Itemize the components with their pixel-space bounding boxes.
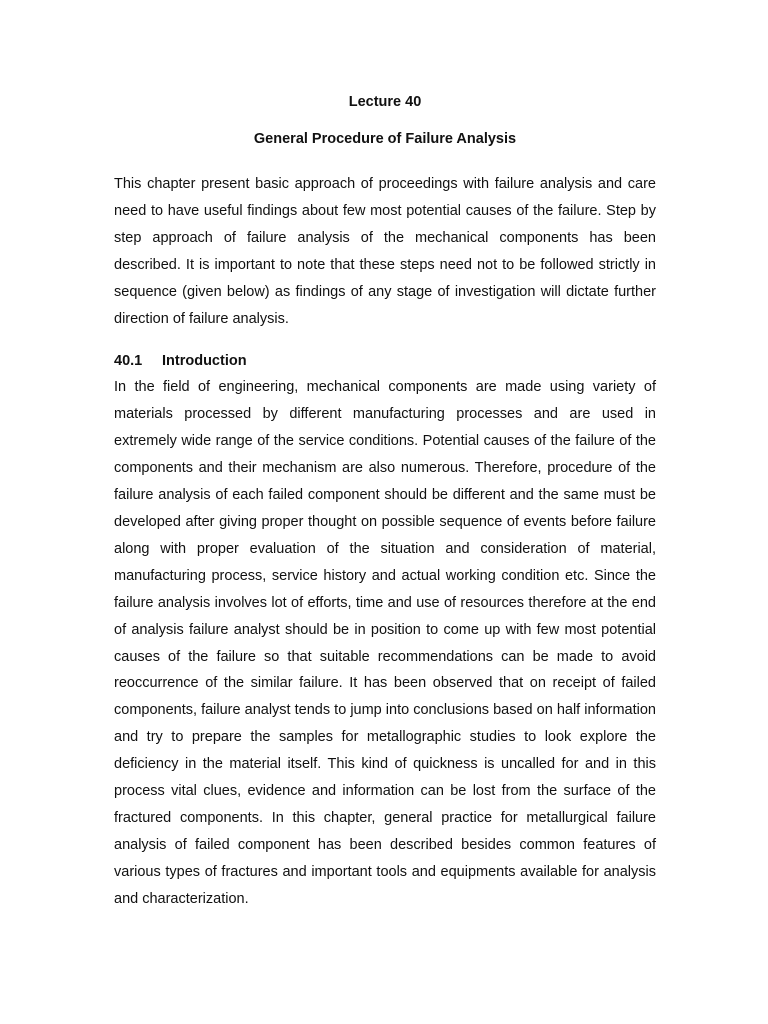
section-number: 40.1: [114, 353, 143, 370]
chapter-title: General Procedure of Failure Analysis: [253, 131, 517, 147]
intro-paragraph: This chapter present basic approach of proceedings with failure analysis and care need to have useful findings about few most potential causes of the failure. Step by step approach of failure analysis of the mechanical components has been described. It is important to note that these steps need not to be followed strictly in sequence (given below) as findings of any stage of investigation will dictate further direction of failure analysis.: [114, 176, 656, 327]
section-paragraph: In the field of engineering, mechanical components are made using variety of materials processed by different manufacturing processes and are used in extremely wide range of the service conditions. Potential causes of the failure of the components and their mechanism are also numerous. Therefore, procedure of the failure analysis of each failed component should be different and the same must be developed after giving proper thought on possible sequence of events before failure along with proper evaluation of the situation and consideration of material, manufacturing process, service history and actual working condition etc. Since the failure analysis involves lot of efforts, time and use of resources therefore at the end of analysis failure analyst should be in position to come up with few most potential causes of the failure so that suitable recommendations can be made to avoid reoccurrence of the similar failure. It has been observed that on receipt of failed components, failure analyst tends to jump into conclusions based on half information and try to prepare the samples for metallographic studies to look explore the deficiency in the material itself. This kind of quickness is uncalled for and in this process vital clues, evidence and information can be lost from the surface of the fractured components. In this chapter, general practice for metallurgical failure analysis of failed component has been described besides common features of various types of fractures and important tools and equipments available for analysis and characterization.: [114, 379, 656, 907]
section-heading: [114, 349, 656, 373]
document-page: [114, 90, 656, 913]
lecture-title: Lecture 40: [348, 94, 422, 110]
section-title: Introduction: [162, 353, 247, 370]
